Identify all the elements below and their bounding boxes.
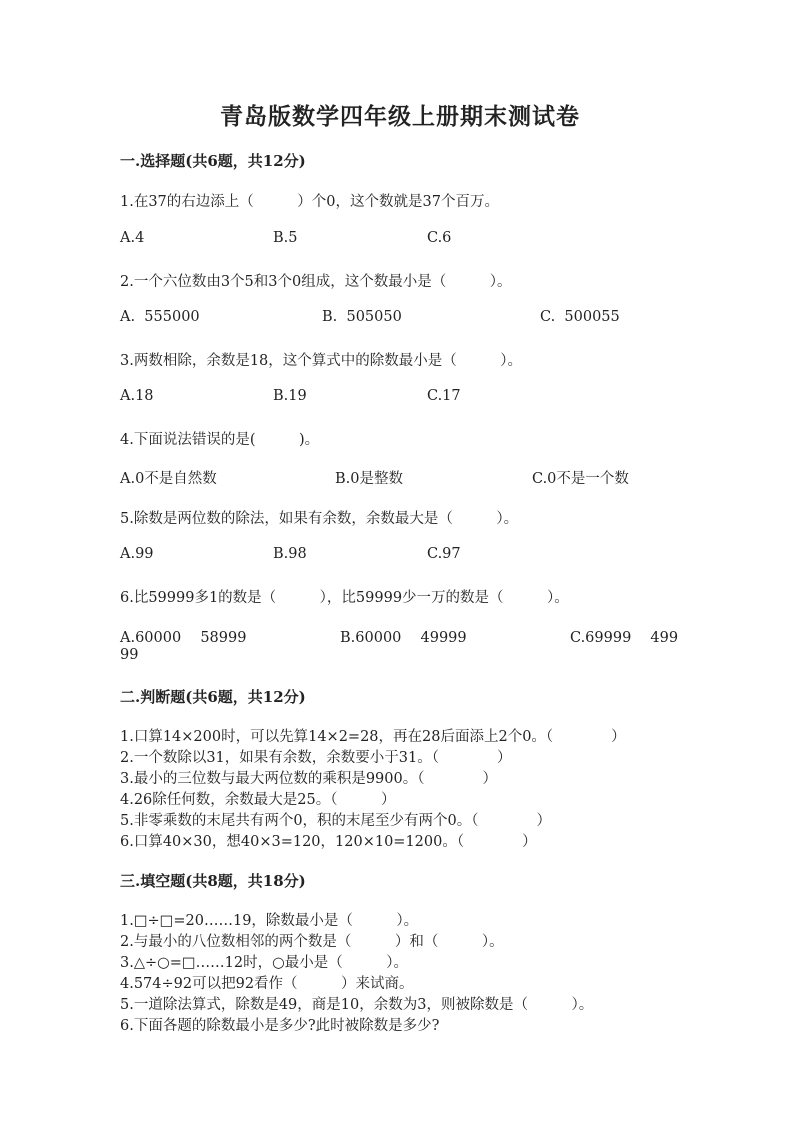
judgement-item: 3.最小的三位数与最大两位数的乘积是9900。（ ） [120,771,497,787]
option-a: A.18 [120,388,154,404]
option-b: B.5 [273,230,298,246]
question-text: 4.下面说法错误的是( )。 [120,432,320,448]
option-a: A.0不是自然数 [120,471,217,487]
option-b: B.19 [273,388,307,404]
fill-item: 4.574÷92可以把92看作（ ）来试商。 [120,976,414,992]
option-a: A. 555000 [120,309,200,325]
section-heading-fill: 三.填空题(共8题，共18分) [120,872,306,890]
judgement-item: 6.口算40×30，想40×3=120，120×10=1200。（ ） [120,834,537,850]
option-c: C.97 [427,546,461,562]
option-b: B. 505050 [322,309,402,325]
option-c: C.0不是一个数 [532,471,629,487]
fill-item: 3.△÷○=□……12时，○最小是（ ）。 [120,955,408,971]
judgement-item: 4.26除任何数，余数最大是25。（ ） [120,792,396,808]
page-title: 青岛版数学四年级上册期末测试卷 [220,103,580,130]
question-text: 3.两数相除，余数是18，这个算式中的除数最小是（ ）。 [120,353,523,369]
section-heading-choice: 一.选择题(共6题，共12分) [120,152,306,170]
option-c-wrap: 99 [120,647,139,663]
judgement-item: 1.口算14×200时，可以先算14×2=28，再在28后面添上2个0。（ ） [120,729,626,745]
fill-item: 2.与最小的八位数相邻的两个数是（ ）和（ ）。 [120,934,504,950]
option-c: C.17 [427,388,461,404]
option-a: A.99 [120,546,154,562]
fill-item: 6.下面各题的除数最小是多少?此时被除数是多少? [120,1018,440,1034]
option-c: C.6 [427,230,452,246]
option-c: C.69999 499 [570,630,679,646]
judgement-item: 5.非零乘数的末尾共有两个0，积的末尾至少有两个0。（ ） [120,813,552,829]
option-b: B.0是整数 [335,471,403,487]
question-text: 6.比59999多1的数是（ ），比59999少一万的数是（ ）。 [120,590,569,606]
option-b: B.60000 49999 [340,630,467,646]
fill-item: 1.□÷□=20……19，除数最小是（ ）。 [120,913,419,929]
option-b: B.98 [273,546,307,562]
option-c: C. 500055 [540,309,620,325]
fill-item: 5.一道除法算式，除数是49，商是10，余数为3，则被除数是（ ）。 [120,997,594,1013]
question-text: 5.除数是两位数的除法，如果有余数，余数最大是（ ）。 [120,511,519,527]
judgement-item: 2.一个数除以31，如果有余数，余数要小于31。（ ） [120,750,512,766]
option-a: A.4 [120,230,145,246]
section-heading-judgement: 二.判断题(共6题，共12分) [120,688,306,706]
question-text: 1.在37的右边添上（ ）个0，这个数就是37个百万。 [120,194,499,210]
question-text: 2.一个六位数由3个5和3个0组成，这个数最小是（ ）。 [120,274,512,290]
option-a: A.60000 58999 [120,630,247,646]
